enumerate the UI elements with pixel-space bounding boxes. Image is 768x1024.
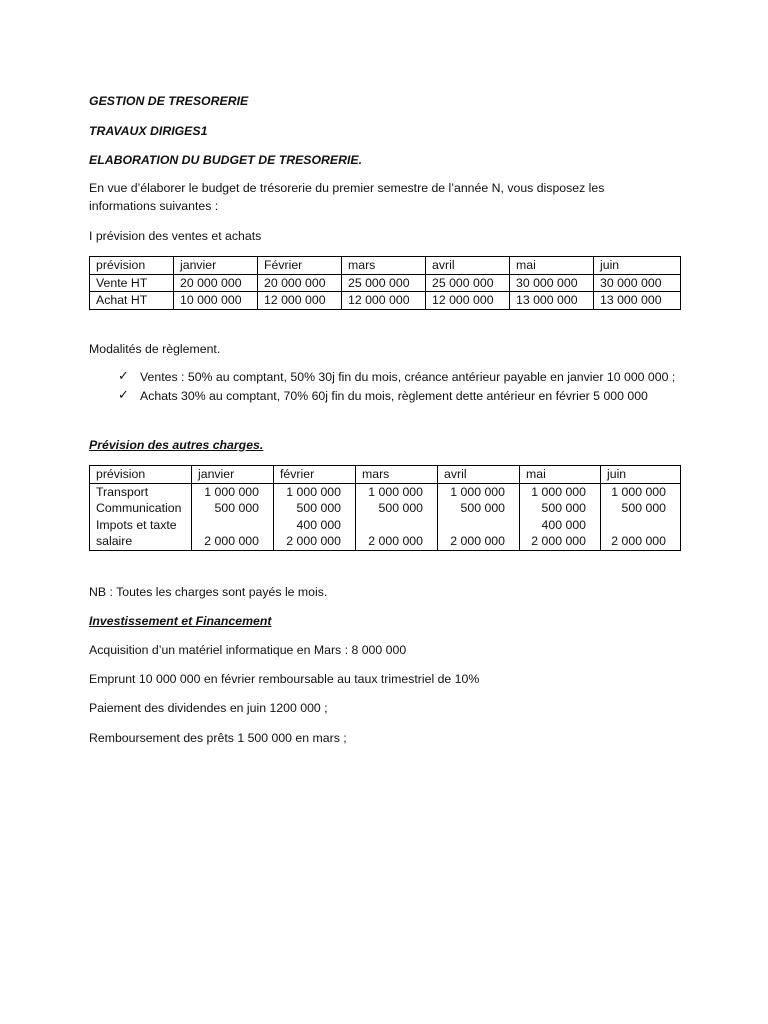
charge-value	[607, 517, 666, 534]
charge-label: Communication	[96, 501, 182, 515]
reglement-list	[118, 368, 678, 406]
table-cell: 20 000 000	[174, 274, 258, 292]
checkmark-icon: ✓	[118, 369, 129, 384]
month-values-cell	[601, 483, 681, 550]
other-charges-table	[89, 465, 681, 551]
table-cell: 12 000 000	[342, 292, 426, 310]
table-row	[90, 483, 681, 550]
list-item-text: Achats 30% au comptant, 70% 60j fin du mois, règlement dette antérieur en février 5 000 000	[140, 389, 648, 403]
month-values-cell	[192, 483, 274, 550]
charge-value: 500 000	[378, 501, 423, 515]
charge-value: 500 000	[460, 501, 505, 515]
header-cell: mai	[510, 257, 594, 275]
invest-line: Paiement des dividendes en juin 1200 000 ;	[89, 701, 328, 715]
checkmark-icon: ✓	[118, 388, 129, 403]
charge-labels-cell	[90, 483, 192, 550]
table-row	[90, 292, 681, 310]
reglement-title: Modalités de règlement.	[89, 342, 221, 356]
table-cell: 12 000 000	[426, 292, 510, 310]
charge-value: 400 000	[541, 517, 586, 532]
month-values-cell	[438, 483, 520, 550]
header-cell: prévision	[90, 466, 192, 484]
header-cell: mai	[520, 466, 601, 484]
doc-subtitle: TRAVAUX DIRIGES1	[89, 124, 208, 138]
header-cell: Février	[258, 257, 342, 275]
header-cell: avril	[426, 257, 510, 275]
table-header-row	[90, 257, 681, 275]
charge-value	[198, 517, 259, 534]
row-label: Achat HT	[90, 292, 174, 310]
charge-value	[444, 517, 505, 534]
month-values-cell	[520, 483, 601, 550]
intro-paragraph: En vue d’élaborer le budget de trésorerie du premier semestre de l’année N, vous disposez les informations suivantes :	[89, 181, 605, 213]
row-label: Vente HT	[90, 274, 174, 292]
charge-value: 2 000 000	[368, 534, 423, 548]
table-row	[90, 274, 681, 292]
charge-label: Impots et taxte	[96, 517, 177, 532]
invest-line: Remboursement des prêts 1 500 000 en mars ;	[89, 731, 347, 745]
section1-title: I prévision des ventes et achats	[89, 229, 262, 243]
doc-heading: ELABORATION DU BUDGET DE TRESORERIE.	[89, 153, 363, 167]
table-cell: 13 000 000	[594, 292, 681, 310]
charge-label: salaire	[96, 534, 133, 548]
table-cell: 13 000 000	[510, 292, 594, 310]
header-cell: mars	[356, 466, 438, 484]
list-item	[118, 387, 678, 405]
header-cell: mars	[342, 257, 426, 275]
header-cell: janvier	[174, 257, 258, 275]
header-cell: juin	[594, 257, 681, 275]
month-values-cell	[274, 483, 356, 550]
charge-value: 1 000 000	[286, 484, 341, 499]
table-cell: 25 000 000	[342, 274, 426, 292]
charge-value: 2 000 000	[531, 534, 586, 548]
table-cell: 10 000 000	[174, 292, 258, 310]
table-cell: 30 000 000	[510, 274, 594, 292]
nb-note: NB : Toutes les charges sont payés le mois.	[89, 585, 328, 599]
charge-value: 2 000 000	[286, 534, 341, 548]
doc-title: GESTION DE TRESORERIE	[89, 94, 249, 108]
table-cell: 30 000 000	[594, 274, 681, 292]
charge-value: 2 000 000	[204, 534, 259, 548]
charge-value: 1 000 000	[204, 484, 259, 499]
table-cell: 20 000 000	[258, 274, 342, 292]
month-values-cell	[356, 483, 438, 550]
charge-value: 500 000	[621, 501, 666, 515]
header-cell: juin	[601, 466, 681, 484]
charge-value: 1 000 000	[368, 484, 423, 499]
sales-purchases-table	[89, 256, 681, 310]
charge-value: 2 000 000	[450, 534, 505, 548]
charge-value: 1 000 000	[450, 484, 505, 499]
charge-value: 1 000 000	[611, 484, 666, 499]
charge-value: 500 000	[296, 501, 341, 515]
charge-label: Transport	[96, 484, 149, 499]
header-cell: janvier	[192, 466, 274, 484]
table-cell: 12 000 000	[258, 292, 342, 310]
header-cell: avril	[438, 466, 520, 484]
charges-title: Prévision des autres charges.	[89, 438, 264, 452]
charge-value: 500 000	[541, 501, 586, 515]
invest-title: Investissement et Financement	[89, 614, 272, 628]
charge-value: 1 000 000	[531, 484, 586, 499]
table-cell: 25 000 000	[426, 274, 510, 292]
invest-line: Emprunt 10 000 000 en février remboursable au taux trimestriel de 10%	[89, 672, 480, 686]
header-cell: février	[274, 466, 356, 484]
charge-value	[362, 517, 423, 534]
table-header-row	[90, 466, 681, 484]
charge-value: 400 000	[296, 517, 341, 532]
list-item-text: Ventes : 50% au comptant, 50% 30j fin du mois, créance antérieur payable en janvier 10 000 000 ;	[140, 370, 676, 384]
invest-line: Acquisition d’un matériel informatique en Mars : 8 000 000	[89, 643, 407, 657]
charge-value: 2 000 000	[611, 534, 666, 548]
header-cell: prévision	[90, 257, 174, 275]
charge-value: 500 000	[214, 501, 259, 515]
list-item	[118, 368, 678, 386]
